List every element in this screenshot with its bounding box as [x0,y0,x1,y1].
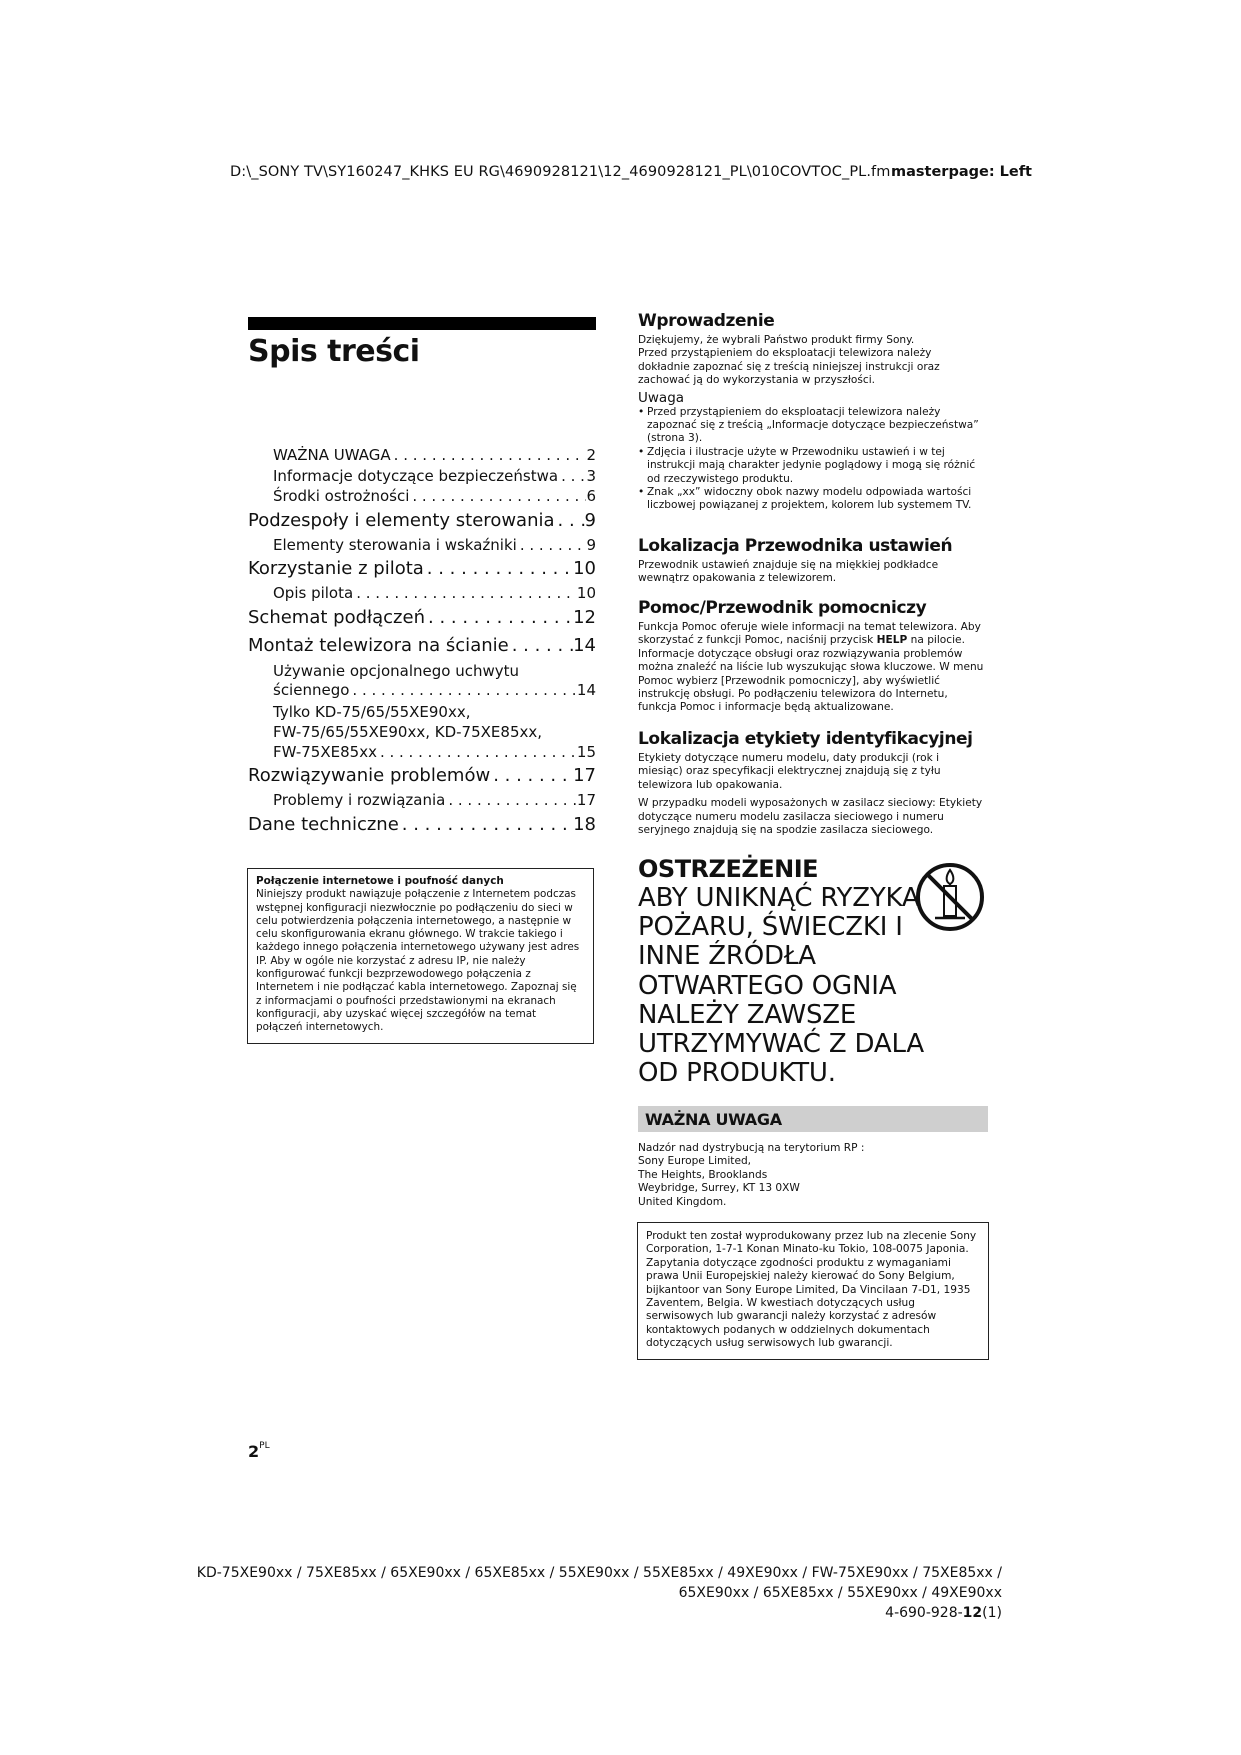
list-item: • Zdjęcia i ilustracje użyte w Przewodniku ustawień i w tej instrukcji mają charakter jedynie poglądowy i mogą się różnić od rzeczywistego produktu. [638,446,986,486]
toc-entry[interactable] [248,765,596,791]
help-text: Funkcja Pomoc oferuje wiele informacji na temat telewizora. Aby skorzystać z funkcji Pomoc, naciśnij przycisk HELP na pilocie. Informacje dotyczące obsługi oraz rozwiązywania problemów można znaleźć na liście lub wyszukując słowa kluczowe. W menu Pomoc wybierz [Przewodnik pomocniczy], aby wyświetlić instrukcję obsługi. Po podłączeniu telewizora do Internetu, funkcja Pomoc i informacje będą aktualizowane. [638,621,984,714]
label-paragraph: Etykiety dotyczące numeru modelu, daty produkcji (rok i miesiąc) oraz specyfikacji elektrycznej znajdują się z tyłu telewizora lub opakowania. [638,752,941,791]
toc-entry[interactable] [248,635,596,661]
privacy-notice-box [247,868,594,1044]
toc-entry-title: Środki ostrożności [273,487,410,505]
no-candle-icon [915,862,985,932]
toc-entry-page: 9 [586,535,596,554]
footer-code: 4-690-928-12(1) [885,1605,1002,1621]
toc-entry[interactable] [248,487,596,508]
toc-entry-title: FW-75XE85xx [273,742,377,761]
toc-entry-title: Problemy i rozwiązania [273,791,446,809]
note-list [638,406,986,513]
page-title: Spis treści [248,334,420,369]
manufacturer-notice-box [637,1222,989,1360]
intro-heading: Wprowadzenie [638,311,775,331]
toc-entry-page: 14 [576,681,596,699]
label-heading: Lokalizacja etykiety identyfikacyjnej [638,729,973,749]
footer-models [102,1563,1002,1623]
intro-paragraph: Dziękujemy, że wybrali Państwo produkt firmy Sony. [638,334,915,346]
manufacturer-text: Produkt ten został wyprodukowany przez lub na zlecenie Sony Corporation, 1-7-1 Konan Minato-ku Tokio, 108-0075 Japonia. Zapytania dotyczące zgodności produktu z wymaganiami prawa Unii Europejskiej należy kierować do Sony Belgium, bijkantoor van Sony Europe Limited, Da Vincilaan 7-D1, 1935 Zaventem, Belgia. W kwestiach dotyczących usług serwisowych lub gwarancji należy korzystać z adresów kontaktowych podanych w oddzielnych dokumentach dotyczących usług serwisowych lub gwarancji. [646,1230,977,1350]
toc-entry-page: 10 [576,584,596,602]
toc-entry[interactable] [248,743,596,764]
toc-entry[interactable] [248,536,596,557]
list-item: • Przed przystąpieniem do eksploatacji telewizora należy zapoznać się z treścią „Informacje dotyczące bezpieczeństwa” (strona 3). [638,406,986,446]
distributor-address: Nadzór nad dystrybucją na terytorium RP : Sony Europe Limited, The Heights, Brooklands Weybridge, Surrey, KT 13 0XW United Kingdom. [638,1142,865,1208]
toc-entry-page: 18 [573,813,596,835]
masterpage-label: masterpage: Left [891,164,1032,180]
toc-entry-page: 12 [573,606,596,628]
toc-entry-title: ściennego [273,681,350,699]
toc-entry-page: 14 [573,634,596,656]
toc-entry-page: 17 [573,765,596,786]
toc-entry-title: Elementy sterowania i wskaźniki [273,535,517,554]
guide-text: Przewodnik ustawień znajduje się na miękkiej podkładce wewnątrz opakowania z telewizorem. [638,559,939,585]
guide-section [638,536,986,586]
toc-entry-page: 9 [584,509,596,531]
note-heading: Uwaga [638,389,685,406]
label-section [638,729,986,837]
toc-entry-page: 3 [586,466,596,485]
toc-entry[interactable] [248,467,596,488]
warning-text: ABY UNIKNĄĆ RYZYKA POŻARU, ŚWIECZKI I INNE ŹRÓDŁA OTWARTEGO OGNIA NALEŻY ZAWSZE UTRZYMYWAĆ Z DALA OD PRODUKTU. [638,883,924,1089]
toc-entry[interactable] [248,446,596,467]
toc-entry-title: Opis pilota [273,584,354,602]
title-rule [248,317,596,330]
privacy-title: Połączenie internetowe i poufność danych [256,875,504,887]
toc-entry-line: FW-75/65/55XE90xx, KD-75XE85xx, [273,723,543,741]
help-heading: Pomoc/Przewodnik pomocniczy [638,598,927,618]
file-path: D:\_SONY TV\SY160247_KHKS EU RG\4690928121\12_4690928121_PL\010COVTOC_PL.fm [230,164,891,180]
toc-entry-title: Rozwiązywanie problemów [248,765,491,786]
privacy-text: Niniejszy produkt nawiązuje połączenie z Internetem podczas wstępnej konfiguracji niezwłocznie po podłączeniu do sieci w celu potwierdzenia połączenia internetowego, a następnie w celu skonfigurowania ekranu głównego. W trakcie takiego i każdego innego połączenia internetowego używany jest adres IP. Aby w ogóle nie korzystać z adresu IP, nie należy konfigurować funkcji bezprzewodowego połączenia z Internetem i nie podłączać kabla internetowego. Zapoznaj się z informacjami o poufności przedstawionymi na ekranach konfiguracji, aby uzyskać więcej szczegółów na temat połączeń internetowych. [256,888,580,1034]
page-number: $2^{PL}$ [248,1441,270,1461]
table-of-contents [248,446,596,840]
help-section [638,598,986,715]
toc-entry-page: 2 [586,446,596,464]
toc-entry[interactable] [248,607,596,633]
toc-entry-title: Montaż telewizora na ścianie [248,634,509,656]
toc-entry-title: WAŻNA UWAGA [273,446,391,464]
toc-entry-title: Korzystanie z pilota [248,558,424,579]
important-heading: WAŻNA UWAGA [645,1110,782,1129]
toc-entry-page: 10 [573,558,596,579]
list-item: • Znak „xx” widoczny obok nazwy modelu odpowiada wartości liczbowej powiązanej z projektem, kolorem lub systemem TV. [638,486,986,513]
toc-entry-line: Używanie opcjonalnego uchwytu [273,661,520,680]
toc-entry-title: Informacje dotyczące bezpieczeństwa [273,466,559,485]
toc-entry[interactable] [248,558,596,584]
intro-section [638,311,986,513]
help-key-label: HELP [876,634,908,647]
toc-entry[interactable] [248,681,596,702]
toc-entry[interactable] [248,814,596,840]
footer-line: 65XE90xx / 65XE85xx / 55XE90xx / 49XE90xx [678,1585,1002,1601]
toc-entry-line: Tylko KD-75/65/55XE90xx, [273,702,471,721]
footer-line: KD-75XE90xx / 75XE85xx / 65XE90xx / 65XE85xx / 55XE90xx / 55XE85xx / 49XE90xx / FW-75XE90xx / 75XE85xx / [196,1565,1002,1581]
toc-entry-page: 6 [586,487,596,505]
warning-heading: OSTRZEŻENIE [638,855,819,883]
page-lang-suffix: PL [259,1441,270,1451]
toc-entry-title: Dane techniczne [248,813,399,835]
label-paragraph: W przypadku modeli wyposażonych w zasilacz sieciowy: Etykiety dotyczące numeru modelu zasilacza sieciowego i numeru seryjnego znajdują się na spodzie zasilacza sieciowego. [638,797,983,837]
toc-entry-title: Podzespoły i elementy sterowania [248,509,555,531]
toc-entry[interactable] [248,791,596,812]
toc-entry[interactable] [248,510,596,536]
toc-entry[interactable] [248,584,596,605]
toc-entry-title: Schemat podłączeń [248,606,425,628]
guide-heading: Lokalizacja Przewodnika ustawień [638,536,953,556]
toc-entry-page: 17 [576,791,596,809]
intro-paragraph: Przed przystąpieniem do eksploatacji telewizora należy dokładnie zapoznać się z treścią niniejszej instrukcji oraz zachować ją do wykorzystania w przyszłości. [638,347,940,387]
toc-entry-page: 15 [576,742,596,761]
